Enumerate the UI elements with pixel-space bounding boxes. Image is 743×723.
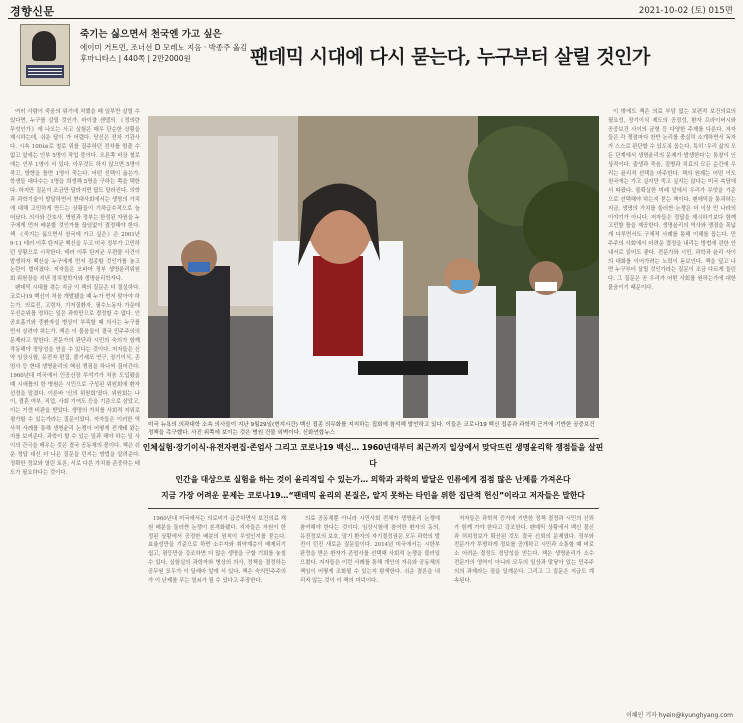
book-title: 죽기는 싫으면서 천국엔 가고 싶은	[80, 29, 222, 40]
deck-rule-top	[148, 438, 599, 439]
article-column-5	[608, 108, 736, 715]
article-text-1: 여러 사람이 죽음의 위기에 처했을 때 일부만 살릴 수 있다면, 누구를 살릴 것인가. 마이클 샌델의 《정의란 무엇인가》에 나오는 사고 실험은 매우 단순한 상황을 제시하는데, 쉬운 답이 가 어렵다. 당신은 전차 기관사다. 시속 100㎞로 철로 위를 질주하던 전차를 멈출 수 없고 앞에는 인부 5명이 작업 중이다. 오른쪽 비상 철로에는 인부 1명이 서 있다. 아무것도 하지 않으면 5명이 죽고, 방향을 틀면 1명이 죽는다. 어떤 선택이 옳은가. 학생들 대다수는 1명을 희생해 5명을 구하는 쪽을 택한다. 하지만 질문이 조금만 달라지면 답도 달라진다. 의학과 과학기술이 발달하면서 현대사회에서는 생명의 가치에 대해 고민하게 만드는 상황들이 기하급수적으로 늘어났다. 의사와 간호사, 병원과 정부는 한정된 자원을 누구에게 먼저 배분할 것인가를 끊임없이 결정해야 한다. 책 《죽기는 싫으면서 천국에 가고 싶은》은 2001년 9·11 테러 이후 탄저균 백신을 두고 미국 정부가 고민하던 상황으로 시작한다. 테러 이후 탄저균 우편물 사건이 발생하자 백신을 누구에게 먼저 접종할 것인가를 놓고 논란이 벌어졌다. 저자들은 오바마 정부 생명윤리위원회 위원장을 지낸 정치철학자와 생명윤리학자다.	[10, 109, 140, 283]
issue-date: 2021-10-02 (토) 015면	[638, 6, 733, 16]
byline: 이혜인 기자 hyein@kyunghyang.com	[626, 712, 733, 719]
article-column-4	[454, 515, 594, 715]
article-text-5: 저자들은 과학적 증거에 기반한 정책 결정과 시민의 신뢰가 함께 가야 한다고 강조한다. 팬데믹 상황에서 백신 불신과 허위정보가 확산된 것도 결국 신뢰의 문제였다. 정부와 전문가가 투명하게 정보를 공개하고 시민과 소통할 때 비로소 어려운 결정도 정당성을 얻는다. 책은 생명윤리가 소수 전문가의 영역이 아니라 모두의 일상과 맞닿아 있는 민주주의의 과제라는 점을 일깨운다. 그리고 그 질문은 지금도 계속된다.	[454, 516, 594, 584]
masthead-title: 경향신문	[10, 5, 55, 18]
article-text-4: 의료 공동체뿐 아니라 시민사회 전체가 생명윤리 논쟁에 참여해야 한다는 것이다. 임상시험에 참여한 환자의 동의, 유전정보의 보호, 말기 환자의 자기결정권은 모두 과학의 발전이 던진 새로운 질문들이다. 2014년 미국에서는 시한부 판정을 받은 환자가 존엄사를 선택해 사회적 논쟁을 불러일으켰다. 저자들은 이런 사례를 통해 개인의 자유와 공동체의 책임이 어떻게 조화될 수 있는지 탐색한다. 쉬운 결론을 내리지 않는 것이 이 책의 미덕이다.	[300, 516, 440, 584]
article-column-1	[10, 108, 140, 715]
book-cover-figure	[32, 31, 56, 61]
article-text-6: 이 밖에도 책은 의료 부담 없는 보편적 보건의료의 필요성, 장기이식 제도의 공정성, 환자 프라이버시와 공중보건 사이의 균형 등 다양한 주제를 다룬다. 저자들은 각 쟁점마다 찬반 논리를 충실히 소개하면서 독자가 스스로 판단할 수 있도록 돕는다. 특히 '우리 삶의 모든 단계에서 생명윤리의 문제가 발생한다'는 통찰이 인상적이다. 출생과 죽음, 질병과 치료의 모든 순간에 우리는 윤리적 선택을 마주한다. 책의 원제는 어떤 이도 천국에는 가고 싶지만 죽고 싶지는 않다는 미국 속담에서 따왔다. 불확실한 미래 앞에서 우리가 무엇을 기준으로 선택해야 하는지 묻는 책이다. 팬데믹을 통과하는 지금, 생명의 가치를 둘러싼 논쟁은 더 이상 먼 나라의 이야기가 아니다. 저자들은 정답을 제시하기보다 함께 고민할 틀을 제공한다. 생명윤리의 역사와 쟁점을 폭넓게 다루면서도 구체적 사례를 통해 이해를 돕는다. 민주주의 사회에서 어려운 결정을 내리는 방법에 관한 안내서로 읽어도 좋다. 전문가와 시민, 과학과 윤리 사이의 대화를 이어가려는 노력이 돋보인다. 책을 덮고 나면 누구부터 살릴 것인가라는 질문이 조금 다르게 들린다. 그 질문은 곧 우리가 어떤 사회를 원하는가에 대한 물음이기 때문이다.	[608, 109, 736, 291]
article-text-2: 팬데믹 시대를 겪는 지금 이 책의 질문은 더 절실하다. 코로나19 백신이 처음 개발됐을 때 누가 먼저 맞아야 하는가. 의료진, 고령자, 기저질환자, 필수노동자 가운데 우선순위를 정하는 일은 과학만으로 결정할 수 없다. 인공호흡기와 중환자실 병상이 부족할 때 의사는 누구를 먼저 살려야 하는가. 책은 이 물음들이 결국 민주주의의 문제라고 말한다. 전문가의 판단과 시민의 숙의가 함께 작동해야 정당성을 얻을 수 있다는 것이다. 저자들은 신약 임상시험, 유전자 편집, 줄기세포 연구, 장기이식, 존엄사 등 현대 생명윤리의 핵심 쟁점을 하나씩 짚어간다. 1960년대 미국에서 인공신장 투석기가 처음 도입됐을 때 시애틀의 한 병원은 시민으로 구성된 위원회에 환자 선정을 맡겼다. 이른바 '신의 위원회'였다. 위원회는 나이, 결혼 여부, 직업, 사회 기여도 등을 기준으로 삼았고, 이는 거센 비판을 받았다. 생명의 가치를 사회적 지위로 평가할 수 있는가라는 질문이었다. 저자들은 이러한 역사적 사례를 통해 생명윤리 논쟁이 어떻게 전개돼 왔는지를 보여준다. 과학이 할 수 있는 일과 해야 하는 일 사이의 간극을 메우는 것은 결국 공동체의 몫이다. 책은 쉬운 정답 대신 더 나은 질문을 던지는 방법을 알려준다. 정확한 정보와 열린 토론, 서로 다른 가치를 존중하는 태도가 필요하다는 것이다.	[10, 284, 140, 476]
book-authors: 에이미 거트먼, 조너선 D 모레노 지음 · 박종주 옮김	[80, 43, 248, 52]
headline: 팬데믹 시대에 다시 묻는다, 누구부터 살릴 것인가	[250, 46, 650, 68]
book-cover-image	[20, 24, 70, 86]
article-column-2	[148, 515, 286, 715]
deck-line-3: 지금 가장 어려운 문제는 코로나19…“팬데믹 윤리의 본질은, 알지 못하는 타인을 위한 집단적 헌신”이라고 저자들은 말한다	[161, 491, 585, 500]
article-text-3: 1960년대 미국에서는 의료비가 급증하면서 보건의료 재원 배분을 둘러싼 논쟁이 본격화됐다. 저자들은 자원이 한정된 상황에서 공정한 배분의 원칙이 무엇인지를 묻는다. 효율성만을 기준으로 하면 소수자와 취약계층이 배제되기 쉽고, 평등만을 강조하면 더 많은 생명을 구할 기회를 놓칠 수 있다. 실험실의 과학자와 병상의 의사, 정책을 결정하는 공무원 모두가 이 딜레마 앞에 서 있다. 책은 숙의민주주의가 이 난제를 푸는 열쇠가 될 수 있다고 주장한다.	[148, 516, 286, 584]
book-publisher: 후마니타스 | 440쪽 | 2만2000원	[80, 54, 191, 63]
top-rule	[8, 18, 735, 19]
photo-caption: 미국 뉴욕의 의과대학 소속 의사들이 지난 9월29일(현지시간) 백신 접종 의무화를 지지하는 집회에 참석해 발언하고 있다. 이들은 코로나19 백신 접종과 과학적 근거에 기반한 공중보건 정책을 촉구했다. 사진 위쪽에 보이는 것은 병원 건물 외벽이다. 신화연합뉴스	[148, 422, 595, 436]
deck-rule-bottom	[148, 508, 599, 509]
article-photo	[148, 116, 599, 418]
book-cover-title-lines	[28, 68, 62, 69]
deck-line-2: 인간을 대상으로 실험을 하는 것이 윤리적일 수 있는가… 의학과 과학의 발달은 인류에게 점점 많은 난제를 가져온다	[175, 475, 571, 484]
article-column-3	[300, 515, 440, 715]
book-info	[80, 26, 247, 64]
book-cover-band	[26, 65, 64, 78]
deck	[140, 440, 606, 504]
deck-line-1: 인체실험·장기이식·유전자편집·존엄사 그리고 코로나19 백신… 1960년대부터 최근까지 일상에서 맞닥뜨린 생명윤리학 쟁점들을 살핀다	[142, 443, 604, 468]
